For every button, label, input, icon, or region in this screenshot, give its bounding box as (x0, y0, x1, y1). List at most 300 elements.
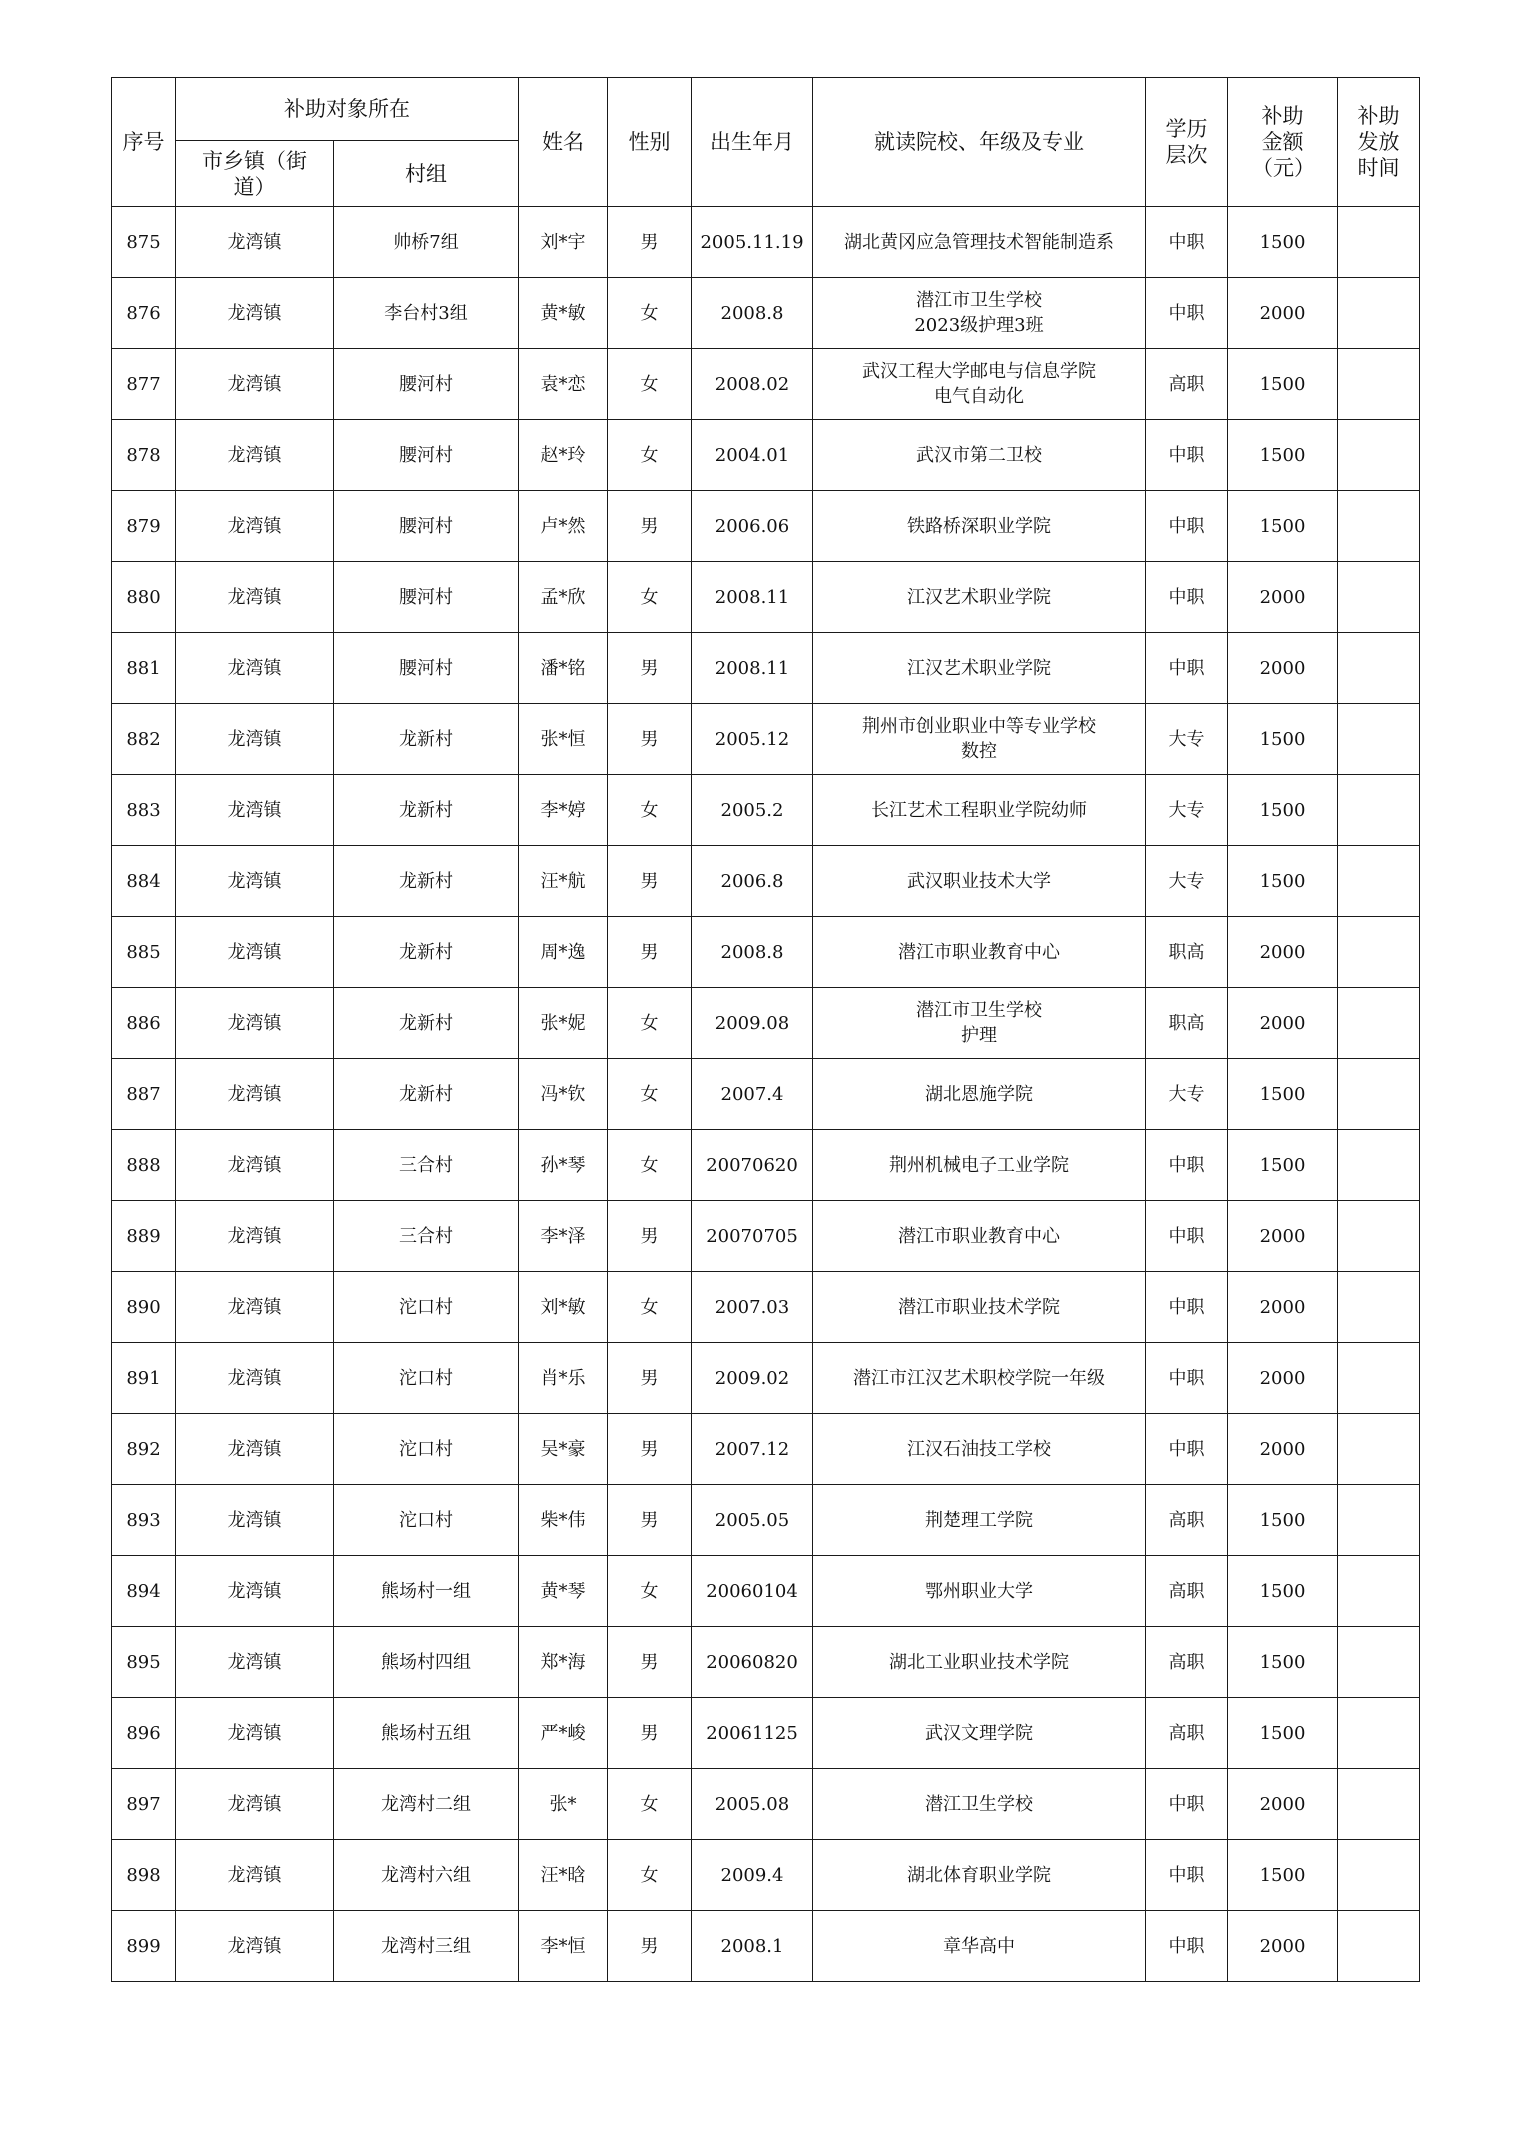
cell-seq: 882 (112, 704, 176, 775)
table-row (112, 1769, 1420, 1840)
cell-seq: 881 (112, 633, 176, 704)
cell-village: 腰河村 (334, 562, 519, 633)
cell-time (1338, 1485, 1420, 1556)
cell-amount: 1500 (1228, 775, 1338, 846)
subsidy-table (111, 77, 1420, 1982)
cell-birth: 2008.1 (692, 1911, 813, 1982)
cell-town: 龙湾镇 (176, 1911, 334, 1982)
cell-name: 黄*敏 (519, 278, 608, 349)
cell-amount: 1500 (1228, 846, 1338, 917)
cell-level: 中职 (1146, 278, 1228, 349)
cell-birth: 2009.08 (692, 988, 813, 1059)
cell-gender: 男 (608, 1698, 692, 1769)
table-row (112, 1911, 1420, 1982)
cell-town: 龙湾镇 (176, 704, 334, 775)
cell-name: 孟*欣 (519, 562, 608, 633)
cell-village: 龙湾村三组 (334, 1911, 519, 1982)
cell-school (813, 1343, 1146, 1414)
cell-birth: 2007.4 (692, 1059, 813, 1130)
cell-level: 高职 (1146, 1627, 1228, 1698)
cell-village: 腰河村 (334, 349, 519, 420)
cell-name: 张* (519, 1769, 608, 1840)
cell-level: 中职 (1146, 562, 1228, 633)
cell-birth: 2008.11 (692, 633, 813, 704)
cell-village: 龙新村 (334, 1059, 519, 1130)
cell-birth: 2007.12 (692, 1414, 813, 1485)
cell-gender: 女 (608, 1556, 692, 1627)
table-row (112, 1201, 1420, 1272)
cell-school (813, 1414, 1146, 1485)
school-line: 潜江卫生学校 (925, 1793, 1033, 1815)
cell-name: 李*婷 (519, 775, 608, 846)
cell-village: 腰河村 (334, 491, 519, 562)
cell-amount: 2000 (1228, 1201, 1338, 1272)
cell-birth: 2005.08 (692, 1769, 813, 1840)
cell-time (1338, 1769, 1420, 1840)
cell-gender: 女 (608, 988, 692, 1059)
cell-seq: 890 (112, 1272, 176, 1343)
cell-level: 中职 (1146, 491, 1228, 562)
table-row (112, 278, 1420, 349)
cell-birth: 2008.02 (692, 349, 813, 420)
cell-gender: 男 (608, 1911, 692, 1982)
cell-village: 三合村 (334, 1130, 519, 1201)
cell-town: 龙湾镇 (176, 349, 334, 420)
school-line: 荆州市创业职业中等专业学校 (862, 716, 1096, 737)
cell-town: 龙湾镇 (176, 1556, 334, 1627)
cell-school (813, 775, 1146, 846)
header-school: 就读院校、年级及专业 (813, 78, 1146, 207)
table-row (112, 1627, 1420, 1698)
cell-name: 刘*宇 (519, 207, 608, 278)
cell-village: 龙新村 (334, 988, 519, 1059)
cell-seq: 897 (112, 1769, 176, 1840)
cell-school (813, 988, 1146, 1059)
cell-school (813, 420, 1146, 491)
cell-school (813, 1911, 1146, 1982)
table-row (112, 1272, 1420, 1343)
cell-gender: 男 (608, 1485, 692, 1556)
cell-gender: 女 (608, 278, 692, 349)
cell-level: 大专 (1146, 846, 1228, 917)
cell-school (813, 1769, 1146, 1840)
cell-town: 龙湾镇 (176, 1840, 334, 1911)
cell-birth: 20060820 (692, 1627, 813, 1698)
cell-village: 沱口村 (334, 1272, 519, 1343)
cell-birth: 2009.4 (692, 1840, 813, 1911)
cell-town: 龙湾镇 (176, 1769, 334, 1840)
cell-time (1338, 207, 1420, 278)
cell-birth: 2005.2 (692, 775, 813, 846)
cell-name: 柴*伟 (519, 1485, 608, 1556)
school-line: 江汉艺术职业学院 (907, 586, 1051, 608)
cell-town: 龙湾镇 (176, 1343, 334, 1414)
school-line: 武汉职业技术大学 (907, 870, 1051, 892)
cell-time (1338, 349, 1420, 420)
cell-gender: 女 (608, 420, 692, 491)
cell-name: 张*妮 (519, 988, 608, 1059)
cell-gender: 女 (608, 1840, 692, 1911)
cell-school (813, 562, 1146, 633)
cell-name: 卢*然 (519, 491, 608, 562)
cell-birth: 20070620 (692, 1130, 813, 1201)
cell-town: 龙湾镇 (176, 1698, 334, 1769)
table-row (112, 1343, 1420, 1414)
table-row (112, 1556, 1420, 1627)
cell-name: 潘*铭 (519, 633, 608, 704)
cell-gender: 女 (608, 1769, 692, 1840)
cell-name: 冯*钦 (519, 1059, 608, 1130)
cell-name: 吴*豪 (519, 1414, 608, 1485)
cell-school (813, 1272, 1146, 1343)
cell-name: 刘*敏 (519, 1272, 608, 1343)
school-line: 长江艺术工程职业学院幼师 (871, 799, 1087, 821)
cell-time (1338, 1343, 1420, 1414)
school-line: 江汉艺术职业学院 (907, 657, 1051, 679)
cell-amount: 1500 (1228, 207, 1338, 278)
cell-amount: 1500 (1228, 1698, 1338, 1769)
cell-name: 张*恒 (519, 704, 608, 775)
cell-village: 帅桥7组 (334, 207, 519, 278)
cell-school (813, 1698, 1146, 1769)
cell-town: 龙湾镇 (176, 775, 334, 846)
cell-town: 龙湾镇 (176, 491, 334, 562)
cell-seq: 889 (112, 1201, 176, 1272)
cell-time (1338, 1840, 1420, 1911)
cell-seq: 891 (112, 1343, 176, 1414)
cell-time (1338, 1130, 1420, 1201)
school-line: 荆楚理工学院 (925, 1509, 1033, 1531)
cell-seq: 896 (112, 1698, 176, 1769)
cell-name: 李*泽 (519, 1201, 608, 1272)
cell-gender: 女 (608, 775, 692, 846)
cell-gender: 男 (608, 846, 692, 917)
cell-time (1338, 420, 1420, 491)
school-line: 荆州机械电子工业学院 (889, 1154, 1069, 1176)
cell-seq: 880 (112, 562, 176, 633)
cell-amount: 2000 (1228, 633, 1338, 704)
school-line: 潜江市卫生学校 (916, 1000, 1042, 1021)
cell-seq: 895 (112, 1627, 176, 1698)
cell-level: 大专 (1146, 704, 1228, 775)
cell-village: 龙新村 (334, 775, 519, 846)
cell-amount: 2000 (1228, 917, 1338, 988)
cell-seq: 879 (112, 491, 176, 562)
cell-gender: 男 (608, 1201, 692, 1272)
cell-amount: 2000 (1228, 1911, 1338, 1982)
table-body (112, 207, 1420, 1982)
cell-school (813, 633, 1146, 704)
cell-level: 中职 (1146, 633, 1228, 704)
cell-amount: 2000 (1228, 988, 1338, 1059)
cell-seq: 888 (112, 1130, 176, 1201)
cell-gender: 男 (608, 1414, 692, 1485)
table-row (112, 349, 1420, 420)
table-row (112, 1698, 1420, 1769)
cell-amount: 2000 (1228, 1272, 1338, 1343)
cell-level: 职高 (1146, 917, 1228, 988)
table-row (112, 1414, 1420, 1485)
cell-level: 中职 (1146, 1130, 1228, 1201)
cell-name: 黄*琴 (519, 1556, 608, 1627)
table-row (112, 1059, 1420, 1130)
cell-birth: 2007.03 (692, 1272, 813, 1343)
cell-name: 汪*航 (519, 846, 608, 917)
table-row (112, 775, 1420, 846)
cell-town: 龙湾镇 (176, 1059, 334, 1130)
header-town: 市乡镇（街道） (176, 141, 334, 207)
cell-time (1338, 775, 1420, 846)
cell-level: 中职 (1146, 1769, 1228, 1840)
cell-name: 李*恒 (519, 1911, 608, 1982)
school-line: 潜江市职业技术学院 (898, 1296, 1060, 1318)
cell-gender: 女 (608, 1130, 692, 1201)
table-row (112, 562, 1420, 633)
cell-time (1338, 1911, 1420, 1982)
table-row (112, 420, 1420, 491)
cell-name: 袁*恋 (519, 349, 608, 420)
cell-gender: 男 (608, 633, 692, 704)
school-line: 鄂州职业大学 (925, 1580, 1033, 1602)
cell-village: 龙湾村六组 (334, 1840, 519, 1911)
cell-name: 赵*玲 (519, 420, 608, 491)
cell-amount: 1500 (1228, 1059, 1338, 1130)
cell-village: 三合村 (334, 1201, 519, 1272)
cell-seq: 886 (112, 988, 176, 1059)
cell-time (1338, 562, 1420, 633)
cell-seq: 878 (112, 420, 176, 491)
cell-name: 周*逸 (519, 917, 608, 988)
cell-time (1338, 1414, 1420, 1485)
header-time: 补助发放时间 (1338, 78, 1420, 207)
header-gender: 性别 (608, 78, 692, 207)
cell-gender: 女 (608, 1272, 692, 1343)
cell-school (813, 1485, 1146, 1556)
school-line: 湖北恩施学院 (925, 1083, 1033, 1105)
cell-birth: 2006.8 (692, 846, 813, 917)
cell-amount: 1500 (1228, 349, 1338, 420)
cell-level: 高职 (1146, 1485, 1228, 1556)
cell-village: 腰河村 (334, 633, 519, 704)
cell-level: 高职 (1146, 349, 1228, 420)
cell-name: 汪*晗 (519, 1840, 608, 1911)
school-line: 武汉工程大学邮电与信息学院 (862, 361, 1096, 382)
cell-village: 沱口村 (334, 1343, 519, 1414)
cell-birth: 2008.11 (692, 562, 813, 633)
cell-town: 龙湾镇 (176, 1485, 334, 1556)
school-line: 潜江市江汉艺术职校学院一年级 (853, 1367, 1105, 1389)
cell-level: 大专 (1146, 775, 1228, 846)
cell-school (813, 1556, 1146, 1627)
cell-village: 熊场村四组 (334, 1627, 519, 1698)
cell-seq: 885 (112, 917, 176, 988)
cell-gender: 女 (608, 562, 692, 633)
cell-seq: 884 (112, 846, 176, 917)
cell-village: 李台村3组 (334, 278, 519, 349)
table-row (112, 491, 1420, 562)
cell-level: 职高 (1146, 988, 1228, 1059)
school-line-2: 2023级护理3班 (914, 315, 1044, 336)
cell-level: 中职 (1146, 1911, 1228, 1982)
cell-time (1338, 1201, 1420, 1272)
header-seq: 序号 (112, 78, 176, 207)
table-row (112, 1485, 1420, 1556)
cell-town: 龙湾镇 (176, 1272, 334, 1343)
cell-amount: 1500 (1228, 1130, 1338, 1201)
cell-amount: 2000 (1228, 1343, 1338, 1414)
cell-town: 龙湾镇 (176, 917, 334, 988)
school-line: 章华高中 (943, 1935, 1015, 1957)
school-line: 湖北体育职业学院 (907, 1864, 1051, 1886)
cell-school (813, 917, 1146, 988)
table-row (112, 633, 1420, 704)
cell-town: 龙湾镇 (176, 1627, 334, 1698)
cell-amount: 1500 (1228, 420, 1338, 491)
school-line-2: 电气自动化 (934, 386, 1024, 407)
cell-town: 龙湾镇 (176, 633, 334, 704)
cell-seq: 898 (112, 1840, 176, 1911)
cell-village: 熊场村一组 (334, 1556, 519, 1627)
cell-village: 龙湾村二组 (334, 1769, 519, 1840)
cell-seq: 887 (112, 1059, 176, 1130)
header-subsidy-location: 补助对象所在 (176, 78, 519, 141)
header-row-1 (112, 78, 1420, 141)
cell-time (1338, 846, 1420, 917)
cell-school (813, 846, 1146, 917)
table-row (112, 207, 1420, 278)
cell-seq: 899 (112, 1911, 176, 1982)
cell-level: 中职 (1146, 1343, 1228, 1414)
cell-school (813, 1201, 1146, 1272)
cell-gender: 男 (608, 491, 692, 562)
cell-village: 沱口村 (334, 1485, 519, 1556)
cell-village: 龙新村 (334, 846, 519, 917)
cell-level: 中职 (1146, 1840, 1228, 1911)
cell-time (1338, 491, 1420, 562)
cell-town: 龙湾镇 (176, 1201, 334, 1272)
table-row (112, 917, 1420, 988)
cell-birth: 2005.05 (692, 1485, 813, 1556)
cell-time (1338, 1627, 1420, 1698)
header-birth: 出生年月 (692, 78, 813, 207)
cell-school (813, 1627, 1146, 1698)
cell-time (1338, 1698, 1420, 1769)
cell-village: 龙新村 (334, 704, 519, 775)
cell-birth: 2005.11.19 (692, 207, 813, 278)
cell-name: 肖*乐 (519, 1343, 608, 1414)
cell-time (1338, 633, 1420, 704)
table-row (112, 846, 1420, 917)
cell-birth: 2004.01 (692, 420, 813, 491)
cell-birth: 2008.8 (692, 917, 813, 988)
cell-birth: 2005.12 (692, 704, 813, 775)
cell-amount: 2000 (1228, 278, 1338, 349)
cell-village: 龙新村 (334, 917, 519, 988)
cell-town: 龙湾镇 (176, 562, 334, 633)
cell-seq: 893 (112, 1485, 176, 1556)
cell-town: 龙湾镇 (176, 988, 334, 1059)
school-line: 江汉石油技工学校 (907, 1438, 1051, 1460)
school-line: 湖北工业职业技术学院 (889, 1651, 1069, 1673)
cell-level: 中职 (1146, 207, 1228, 278)
cell-village: 熊场村五组 (334, 1698, 519, 1769)
cell-amount: 2000 (1228, 1769, 1338, 1840)
cell-town: 龙湾镇 (176, 420, 334, 491)
cell-gender: 男 (608, 1343, 692, 1414)
table-row (112, 704, 1420, 775)
cell-time (1338, 1272, 1420, 1343)
cell-amount: 2000 (1228, 1414, 1338, 1485)
cell-town: 龙湾镇 (176, 278, 334, 349)
cell-time (1338, 704, 1420, 775)
cell-birth: 2006.06 (692, 491, 813, 562)
cell-town: 龙湾镇 (176, 1414, 334, 1485)
school-line-2: 数控 (961, 741, 997, 762)
cell-level: 中职 (1146, 1201, 1228, 1272)
cell-amount: 1500 (1228, 491, 1338, 562)
header-level: 学历层次 (1146, 78, 1228, 207)
cell-gender: 男 (608, 1627, 692, 1698)
school-line: 铁路桥深职业学院 (907, 515, 1051, 537)
cell-time (1338, 1059, 1420, 1130)
cell-school (813, 1840, 1146, 1911)
cell-town: 龙湾镇 (176, 1130, 334, 1201)
cell-name: 郑*海 (519, 1627, 608, 1698)
cell-town: 龙湾镇 (176, 846, 334, 917)
header-village: 村组 (334, 141, 519, 207)
header-name: 姓名 (519, 78, 608, 207)
cell-level: 大专 (1146, 1059, 1228, 1130)
cell-time (1338, 917, 1420, 988)
cell-level: 高职 (1146, 1556, 1228, 1627)
school-line: 武汉市第二卫校 (916, 444, 1042, 466)
cell-birth: 2009.02 (692, 1343, 813, 1414)
cell-amount: 1500 (1228, 1556, 1338, 1627)
cell-amount: 2000 (1228, 562, 1338, 633)
cell-level: 中职 (1146, 420, 1228, 491)
cell-gender: 女 (608, 349, 692, 420)
cell-time (1338, 278, 1420, 349)
cell-gender: 女 (608, 1059, 692, 1130)
cell-school (813, 1059, 1146, 1130)
table-row (112, 1130, 1420, 1201)
cell-birth: 20061125 (692, 1698, 813, 1769)
cell-gender: 男 (608, 704, 692, 775)
cell-village: 腰河村 (334, 420, 519, 491)
cell-gender: 男 (608, 207, 692, 278)
cell-town: 龙湾镇 (176, 207, 334, 278)
cell-seq: 883 (112, 775, 176, 846)
cell-seq: 894 (112, 1556, 176, 1627)
cell-birth: 2008.8 (692, 278, 813, 349)
table-row (112, 988, 1420, 1059)
table-row (112, 1840, 1420, 1911)
cell-seq: 876 (112, 278, 176, 349)
cell-seq: 877 (112, 349, 176, 420)
cell-gender: 男 (608, 917, 692, 988)
cell-level: 中职 (1146, 1272, 1228, 1343)
cell-village: 沱口村 (334, 1414, 519, 1485)
cell-time (1338, 988, 1420, 1059)
cell-amount: 1500 (1228, 1840, 1338, 1911)
school-line: 武汉文理学院 (925, 1722, 1033, 1744)
school-line: 潜江市职业教育中心 (898, 941, 1060, 963)
cell-school (813, 349, 1146, 420)
cell-level: 高职 (1146, 1698, 1228, 1769)
cell-level: 中职 (1146, 1414, 1228, 1485)
cell-school (813, 491, 1146, 562)
school-line: 湖北黄冈应急管理技术智能制造系 (844, 231, 1114, 253)
